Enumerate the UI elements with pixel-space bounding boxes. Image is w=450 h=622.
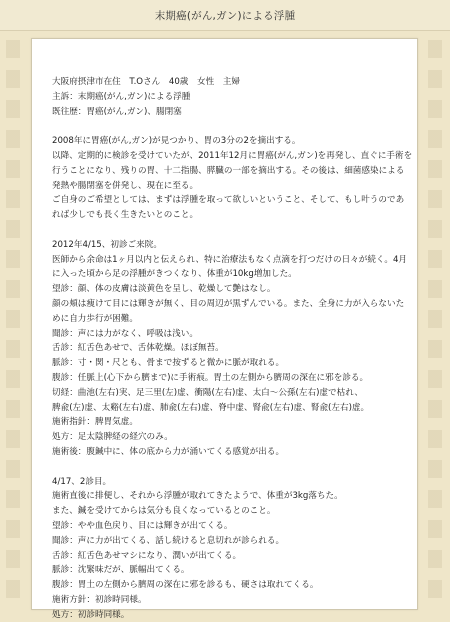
visit2-line: 処方：初診時同様。 [52, 609, 130, 620]
visit1-line: 施術指針：脾胃気虚。 [52, 417, 138, 428]
visit1-line: 脈診：寸・関・尺とも、骨まで按ずると微かに脈が取れる。 [52, 358, 285, 369]
visit1-line: 腹診：任脈上(心下から臍まで)に手術痕。胃土の左側から臍周の深在に邪を診る。 [52, 372, 369, 383]
visit2-line: また、鍼を受けてからは気分も良くなっているとのこと。 [52, 506, 276, 517]
visit1-line: 舌診：紅舌色あせで、舌体乾燥。ほぼ無苔。 [52, 343, 224, 354]
history-paragraph-line: 以降、定期的に検診を受けていたが、2011年12月に胃癌(がん,ガン)を再発し、直ぐに手術を [52, 150, 413, 161]
visit1-line: に入った頃から足の浮腫がきつくなり、体重が10kg増加した。 [52, 269, 297, 280]
medical-history: 既往歴：胃癌(がん,ガン)、腸閉塞 [52, 106, 182, 117]
history-paragraph-line: 行うことになり、残りの胃、十二指腸、膵臓の一部を摘出する。その後は、細菌感染による [52, 165, 405, 176]
visit1-line: めに自力歩行が困難。 [52, 313, 138, 324]
history-paragraph-line: 発熱や腸閉塞を併発し、現在に至る。 [52, 180, 199, 191]
spacer [52, 223, 404, 238]
history-paragraph-line: ご自身のご希望としては、まずは浮腫を取って欲しいということ、そして、もし叶うのであ [52, 195, 405, 206]
visit1-line: 切経：曲池(左右)実、足三里(左)虚、衝陽(左右)虚、太白〜公孫(左右)虚で枯れ、 [52, 387, 363, 398]
visit1-line: 望診：顔、体の皮膚は淡黄色を呈し、乾燥して艶はなし。 [52, 284, 276, 295]
background-decoration [428, 40, 442, 599]
visit2-line: 腹診：胃土の左側から臍周の深在に邪を診るも、硬さは取れてくる。 [52, 580, 319, 591]
visit1-line: 脾兪(左)虚、太谿(左右)虚、肺兪(左右)虚、脊中虚、腎兪(左右)虚、腎兪(左右)虚。 [52, 402, 370, 413]
document-page [31, 38, 418, 620]
visit1-line: 施術後：腹鍼中に、体の底から力が涌いてくる感覚が出る。 [52, 446, 285, 457]
visit2-line: 施術直後に排便し、それから浮腫が取れてきたようで、体重が3kg落ちた。 [52, 491, 343, 502]
visit2-line: 施術方針：初診時同様。 [52, 594, 147, 605]
document-body [52, 75, 413, 622]
visit1-line: 聞診：声には力がなく、呼吸は浅い。 [52, 328, 198, 339]
visit1-line: 処方：足太陰脾経の経穴のみ。 [52, 432, 173, 443]
chief-complaint: 主訴：末期癌(がん,ガン)による浮腫 [52, 91, 191, 102]
visit2-line: 脈診：沈緊味だが、脈幅出てくる。 [52, 565, 190, 576]
visit1-line: 医師から余命は1ヶ月以内と伝えられ、特に治療法もなく点滴を打つだけの日々が続く。4月 [52, 254, 408, 265]
background-decoration [6, 40, 20, 599]
patient-info-line: 大阪府摂津市在住 T.Oさん 40歳 女性 主婦 [52, 77, 240, 87]
visit2-line: 望診：やや血色戻り、目には輝きが出てくる。 [52, 520, 233, 531]
visit1-line: 2012年4/15、初診ご来院。 [52, 239, 162, 250]
history-paragraph-line: れば少しでも長く生きたいとのこと。 [52, 210, 199, 221]
title-bar [0, 0, 450, 31]
spacer [52, 119, 404, 134]
page-title: 末期癌(がん,ガン)による浮腫 [154, 9, 296, 22]
visit2-line: 舌診：紅舌色あせマシになり、潤いが出てくる。 [52, 550, 242, 561]
visit2-line: 4/17、2診目。 [52, 476, 112, 487]
history-paragraph-line: 2008年に胃癌(がん,ガン)が見つかり、胃の3分の2を摘出する。 [52, 136, 301, 147]
visit2-line: 聞診：声に力が出てくる、話し続けると息切れが診られる。 [52, 535, 285, 546]
visit1-line: 顔の頬は痩けて目には輝きが無く、目の周辺が黒ずんでいる。また、全身に力が入らないた [52, 298, 405, 309]
spacer [52, 460, 404, 475]
